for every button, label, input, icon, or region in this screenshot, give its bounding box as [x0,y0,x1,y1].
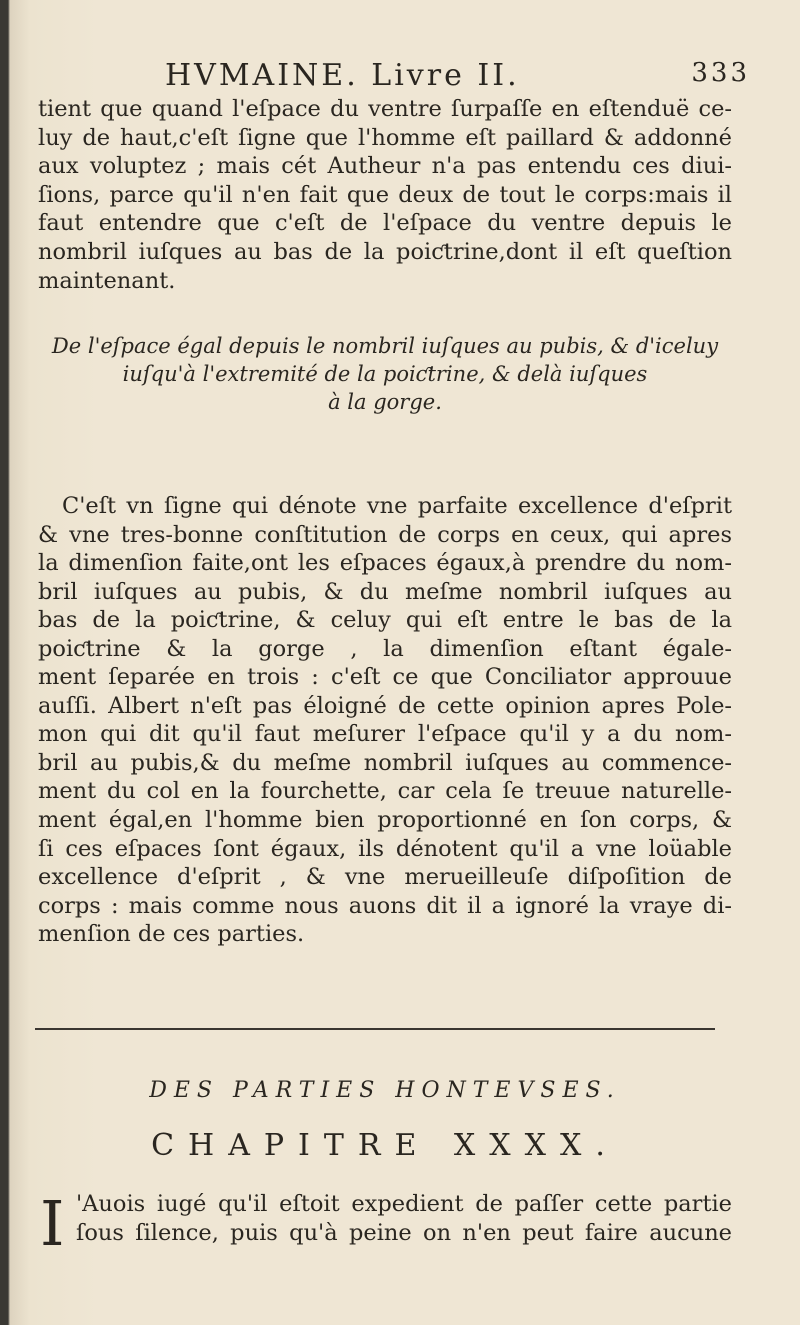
heading-line: à la gorge. [328,390,442,414]
text-line: auſſi. Albert n'eſt pas éloigné de cette opinion apres Pole- [38,692,732,719]
text-line: la dimenſion faite,ont les eſpaces égaux,à prendre du nom- [38,550,732,577]
text-line: luy de haut,c'eſt ſigne que l'homme eſt paillard & addonné [38,124,732,151]
text-line: mon qui dit qu'il faut meſurer l'eſpace qu'il y a du nom- [38,721,732,748]
text-line: menſion de ces parties. [38,921,305,948]
text-line: ſous ſilence, puis qu'à peine on n'en peut faire aucune [76,1219,732,1246]
chapter-title: CHAPITRE XXXX. [151,1128,619,1163]
text-line: nombril iuſques au bas de la poiƈtrine,dont il eſt queſtion [38,238,732,265]
text-line: aux voluptez ; mais cét Autheur n'a pas entendu ces diui- [38,153,732,180]
text-line: & vne tres-bonne conſtitution de corps en ceux, qui apres [38,521,732,548]
text-line: ment du col en la fourchette, car cela ſe treuue naturelle- [38,778,732,805]
heading-line: De l'eſpace égal depuis le nombril iuſques au pubis, & d'iceluy [51,334,719,358]
text-line: bril au pubis,& du meſme nombril iuſques au commence- [38,749,732,776]
text-line: ment égal,en l'homme bien proportionné en ſon corps, & [38,807,732,834]
text-line: corps : mais comme nous auons dit il a ignoré la vraye di- [38,892,732,919]
paragraph-body [38,492,732,949]
text-line: faut entendre que c'eſt de l'eſpace du ventre depuis le [38,210,732,237]
text-line: excellence d'eſprit , & vne merueilleuſe diſpoſition de [38,864,732,891]
section-heading [38,332,732,416]
part-title: DES PARTIES HONTEVSES. [149,1078,621,1103]
running-head-title: HVMAINE. Livre II. [165,58,520,93]
text-line: C'eſt vn ſigne qui dénote vne parfaite excellence d'eſprit [62,493,732,519]
text-line: 'Auois iugé qu'il eſtoit expedient de paſſer cette partie [76,1191,732,1217]
text-line: maintenant. [38,267,176,294]
text-line: ſions, parce qu'il n'en fait que deux de tout le corps:mais il [38,181,732,208]
chapter-opening-paragraph [38,1190,732,1247]
text-line: ment ſeparée en trois : c'eſt ce que Conciliator approuue [38,664,732,691]
paragraph-continuation [38,95,732,295]
text-line: bril iuſques au pubis, & du meſme nombril iuſques au [38,578,732,605]
heading-line: iuſqu'à l'extremité de la poiƈtrine, & delà iuſques [122,362,648,386]
page-number: 333 [691,58,750,88]
text-line: tient que quand l'eſpace du ventre ſurpaſſe en eſtenduë ce- [38,96,732,122]
horizontal-rule [35,1028,715,1030]
text-line: bas de la poiƈtrine, & celuy qui eſt entre le bas de la [38,607,732,634]
text-line: poiƈtrine & la gorge , la dimenſion eſtant égale- [38,635,732,662]
text-line: ſi ces eſpaces ſont égaux, ils dénotent qu'il a vne loüable [38,835,732,862]
drop-cap: I [40,1187,65,1260]
